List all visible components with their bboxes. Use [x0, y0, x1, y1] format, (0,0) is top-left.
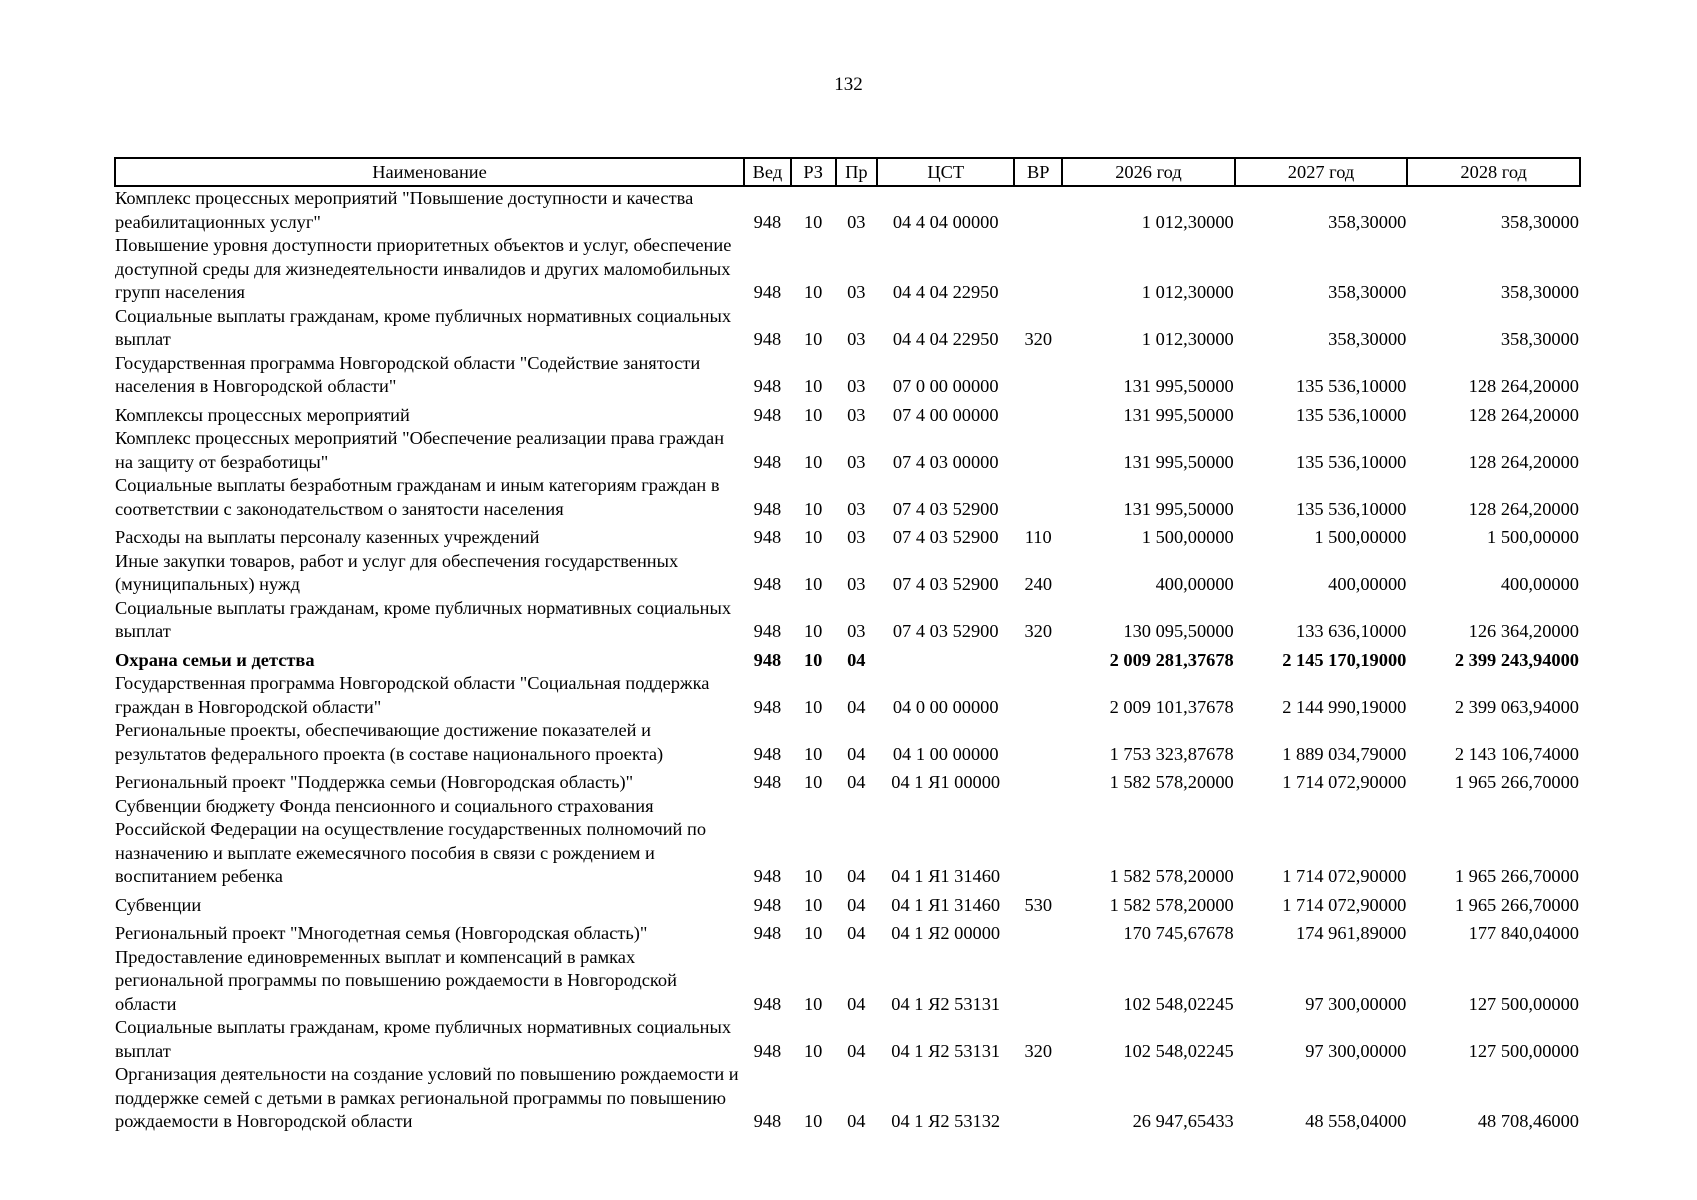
header-2026: 2026 год — [1062, 158, 1235, 186]
row-2027: 358,30000 — [1328, 329, 1407, 349]
row-2027: 135 536,10000 — [1296, 498, 1407, 519]
row-2027: 1 714 072,90000 — [1282, 894, 1407, 915]
row-rz: 10 — [803, 1040, 823, 1061]
row-vr: 320 — [1024, 329, 1053, 349]
row-2026: 400,00000 — [1155, 574, 1234, 594]
row-2026: 1 500,00000 — [1141, 527, 1234, 547]
row-rz: 10 — [803, 993, 823, 1014]
table-row — [115, 795, 1580, 889]
row-vr — [1014, 672, 1062, 719]
row-ved: 948 — [753, 649, 782, 670]
row-2028: 1 500,00000 — [1487, 527, 1579, 547]
row-pr: 04 — [847, 866, 866, 886]
row-rz: 10 — [803, 772, 823, 792]
row-cst: 04 1 Я1 31460 — [891, 866, 1001, 886]
row-2027: 133 636,10000 — [1296, 621, 1407, 641]
row-2027: 97 300,00000 — [1305, 1040, 1407, 1061]
row-2026: 131 995,50000 — [1123, 451, 1234, 472]
row-pr: 04 — [847, 1040, 866, 1061]
row-2026: 1 753 323,87678 — [1109, 743, 1234, 764]
row-rz: 10 — [803, 376, 823, 396]
row-2028: 1 965 266,70000 — [1454, 772, 1579, 792]
row-2028: 1 965 266,70000 — [1454, 866, 1579, 886]
header-rz: РЗ — [791, 158, 836, 186]
row-2028: 177 840,04000 — [1468, 923, 1579, 943]
row-vr — [1014, 474, 1062, 521]
table-row — [115, 521, 1580, 550]
row-ved: 948 — [753, 993, 782, 1014]
row-pr: 03 — [847, 404, 866, 425]
table-row — [115, 550, 1580, 597]
row-cst: 07 0 00 00000 — [892, 376, 999, 396]
row-vr: 320 — [1024, 1040, 1053, 1061]
row-ved: 948 — [753, 696, 782, 717]
row-pr: 04 — [847, 743, 866, 764]
row-cst: 04 4 04 22950 — [892, 329, 999, 349]
row-cst: 04 1 Я2 53132 — [891, 1111, 1001, 1131]
row-vr: 530 — [1024, 894, 1053, 915]
row-ved: 948 — [753, 498, 782, 519]
row-name: Субвенции — [115, 894, 202, 915]
row-ved: 948 — [753, 1111, 782, 1131]
table-body — [115, 186, 1580, 1134]
row-2027: 135 536,10000 — [1296, 404, 1407, 425]
row-pr: 04 — [847, 649, 866, 670]
row-vr: 110 — [1024, 527, 1052, 547]
row-name: Охрана семьи и детства — [115, 649, 315, 670]
row-vr — [1014, 766, 1062, 795]
row-2026: 102 548,02245 — [1123, 1040, 1234, 1061]
row-vr — [1014, 795, 1062, 889]
header-pr: Пр — [836, 158, 878, 186]
row-rz: 10 — [803, 621, 823, 641]
row-name: Региональные проекты, обеспечивающие достижение показателей и результатов федерального проекта (в составе национального проекта) — [115, 720, 664, 764]
row-2028: 1 965 266,70000 — [1454, 894, 1579, 915]
row-2026: 1 012,30000 — [1141, 282, 1234, 302]
row-rz: 10 — [803, 574, 823, 594]
row-2027: 1 500,00000 — [1314, 527, 1407, 547]
row-2028: 126 364,20000 — [1468, 621, 1579, 641]
row-cst: 07 4 00 00000 — [892, 404, 999, 425]
row-2028: 128 264,20000 — [1468, 498, 1579, 519]
header-cst: ЦСТ — [877, 158, 1014, 186]
row-2026: 131 995,50000 — [1123, 404, 1234, 425]
row-name: Субвенции бюджету Фонда пенсионного и социального страхования Российской Федерации на осуществление государственных полномочий по назначению и выплате ежемесячного пособия в связи с рождением и воспитанием ребенка — [115, 795, 707, 886]
row-ved: 948 — [753, 574, 782, 594]
row-pr: 03 — [847, 574, 866, 594]
row-pr: 03 — [847, 329, 866, 349]
row-2026: 2 009 101,37678 — [1109, 696, 1234, 717]
row-rz: 10 — [803, 743, 823, 764]
row-cst: 07 4 03 52900 — [892, 498, 999, 519]
row-ved: 948 — [753, 404, 782, 425]
row-vr — [1014, 186, 1062, 234]
row-rz: 10 — [803, 894, 823, 915]
row-2026: 2 009 281,37678 — [1109, 649, 1234, 670]
row-name: Региональный проект "Поддержка семьи (Новгородская область)" — [115, 772, 634, 792]
row-pr: 04 — [847, 923, 866, 943]
table-row — [115, 305, 1580, 352]
row-2028: 358,30000 — [1500, 329, 1579, 349]
row-cst: 04 1 Я2 53131 — [891, 993, 1001, 1014]
row-name: Комплексы процессных мероприятий — [115, 404, 410, 425]
row-rz: 10 — [803, 696, 823, 717]
row-2026: 102 548,02245 — [1123, 993, 1234, 1014]
table-row — [115, 946, 1580, 1017]
row-name: Комплекс процессных мероприятий "Обеспечение реализации права граждан на защиту от безработицы" — [115, 428, 725, 472]
row-2028: 358,30000 — [1500, 211, 1579, 232]
row-vr — [1014, 352, 1062, 399]
row-ved: 948 — [753, 866, 782, 886]
row-pr: 03 — [847, 527, 866, 547]
row-2028: 2 399 063,94000 — [1454, 696, 1579, 717]
row-2026: 170 745,67678 — [1123, 923, 1234, 943]
row-2027: 1 714 072,90000 — [1282, 866, 1407, 886]
row-2027: 2 145 170,19000 — [1282, 649, 1407, 670]
row-rz: 10 — [803, 1111, 823, 1131]
table-row — [115, 597, 1580, 644]
row-cst: 07 4 03 52900 — [892, 621, 999, 641]
row-rz: 10 — [803, 866, 823, 886]
row-rz: 10 — [803, 498, 823, 519]
row-name: Государственная программа Новгородской области "Содействие занятости населения в Новгородской области" — [115, 352, 701, 396]
table-row — [115, 352, 1580, 399]
row-cst: 04 1 Я1 00000 — [891, 772, 1001, 792]
row-cst: 04 4 04 00000 — [892, 211, 999, 232]
row-name: Государственная программа Новгородской области "Социальная поддержка граждан в Новгородской области" — [115, 673, 710, 717]
table-row — [115, 1063, 1580, 1134]
row-pr: 04 — [847, 993, 866, 1014]
row-2027: 358,30000 — [1328, 282, 1407, 302]
row-pr: 03 — [847, 451, 866, 472]
row-2026: 26 947,65433 — [1132, 1111, 1234, 1131]
page-number: 132 — [834, 74, 863, 95]
row-rz: 10 — [803, 451, 823, 472]
table-row — [115, 766, 1580, 795]
row-pr: 04 — [847, 696, 866, 717]
table-row — [115, 719, 1580, 766]
row-cst — [877, 644, 1014, 673]
row-ved: 948 — [753, 282, 782, 302]
row-name: Иные закупки товаров, работ и услуг для обеспечения государственных (муниципальных) нужд — [115, 550, 679, 594]
row-rz: 10 — [803, 649, 823, 670]
row-ved: 948 — [753, 211, 782, 232]
row-ved: 948 — [753, 527, 782, 547]
row-pr: 04 — [847, 772, 866, 792]
row-2027: 135 536,10000 — [1296, 376, 1407, 396]
row-2028: 128 264,20000 — [1468, 404, 1579, 425]
row-2027: 1 714 072,90000 — [1282, 772, 1407, 792]
row-name: Социальные выплаты безработным гражданам и иным категориям граждан в соответствии с законодательством о занятости населения — [115, 475, 720, 519]
row-vr: 240 — [1024, 574, 1053, 594]
header-2028: 2028 год — [1407, 158, 1580, 186]
row-2028: 358,30000 — [1500, 282, 1579, 302]
row-vr — [1014, 1063, 1062, 1134]
row-2028: 128 264,20000 — [1468, 376, 1579, 396]
row-ved: 948 — [753, 621, 782, 641]
row-2027: 400,00000 — [1328, 574, 1407, 594]
row-pr: 03 — [847, 211, 866, 232]
row-name: Повышение уровня доступности приоритетных объектов и услуг, обеспечение доступной среды для жизнедеятельности инвалидов и других маломобильных групп населения — [115, 235, 732, 302]
row-name: Социальные выплаты гражданам, кроме публичных нормативных социальных выплат — [115, 1017, 732, 1061]
row-vr — [1014, 917, 1062, 946]
header-name: Наименование — [115, 158, 744, 186]
row-2028: 127 500,00000 — [1468, 1040, 1579, 1061]
table-row — [115, 644, 1580, 673]
row-name: Комплекс процессных мероприятий "Повышение доступности и качества реабилитационных услуг" — [115, 188, 694, 232]
row-cst: 04 1 Я1 31460 — [891, 894, 1001, 915]
row-rz: 10 — [803, 923, 823, 943]
row-name: Региональный проект "Многодетная семья (Новгородская область)" — [115, 923, 648, 943]
row-2026: 1 582 578,20000 — [1109, 866, 1234, 886]
row-2026: 130 095,50000 — [1123, 621, 1234, 641]
row-name: Социальные выплаты гражданам, кроме публичных нормативных социальных выплат — [115, 305, 732, 349]
row-name: Организация деятельности на создание условий по повышению рождаемости и поддержке семей с детьми в рамках региональной программы по повышению рождаемости в Новгородской области — [115, 1064, 739, 1131]
row-2027: 135 536,10000 — [1296, 451, 1407, 472]
table-header — [115, 158, 1580, 186]
row-name: Социальные выплаты гражданам, кроме публичных нормативных социальных выплат — [115, 597, 732, 641]
row-2027: 97 300,00000 — [1305, 993, 1407, 1014]
row-pr: 04 — [847, 1111, 866, 1131]
table-row — [115, 672, 1580, 719]
budget-table — [114, 157, 1581, 1134]
row-pr: 04 — [847, 894, 866, 915]
row-rz: 10 — [803, 527, 823, 547]
row-cst: 07 4 03 52900 — [892, 527, 999, 547]
row-rz: 10 — [803, 329, 823, 349]
row-2027: 174 961,89000 — [1296, 923, 1407, 943]
row-ved: 948 — [753, 376, 782, 396]
row-cst: 07 4 03 00000 — [892, 451, 999, 472]
table-row — [115, 186, 1580, 234]
table-row — [115, 399, 1580, 428]
header-2027: 2027 год — [1235, 158, 1408, 186]
row-ved: 948 — [753, 329, 782, 349]
row-vr: 320 — [1024, 621, 1053, 641]
row-2026: 1 582 578,20000 — [1109, 772, 1234, 792]
table-row — [115, 889, 1580, 918]
row-2027: 48 558,04000 — [1305, 1111, 1407, 1131]
table-row — [115, 234, 1580, 305]
row-vr — [1014, 644, 1062, 673]
row-vr — [1014, 719, 1062, 766]
row-vr — [1014, 427, 1062, 474]
row-cst: 07 4 03 52900 — [892, 574, 999, 594]
row-2028: 48 708,46000 — [1477, 1111, 1579, 1131]
row-2027: 358,30000 — [1328, 211, 1407, 232]
table-row — [115, 427, 1580, 474]
row-vr — [1014, 234, 1062, 305]
row-2028: 2 399 243,94000 — [1454, 649, 1579, 670]
row-2028: 128 264,20000 — [1468, 451, 1579, 472]
header-vr: ВР — [1014, 158, 1062, 186]
table-row — [115, 917, 1580, 946]
row-cst: 04 4 04 22950 — [892, 282, 999, 302]
row-ved: 948 — [753, 1040, 782, 1061]
row-2026: 131 995,50000 — [1123, 376, 1234, 396]
row-2026: 131 995,50000 — [1123, 498, 1234, 519]
row-2028: 400,00000 — [1500, 574, 1579, 594]
row-pr: 03 — [847, 621, 866, 641]
row-ved: 948 — [753, 451, 782, 472]
table-row — [115, 1016, 1580, 1063]
row-2028: 127 500,00000 — [1468, 993, 1579, 1014]
row-pr: 03 — [847, 498, 866, 519]
row-2026: 1 012,30000 — [1141, 211, 1234, 232]
row-cst: 04 1 00 00000 — [892, 743, 999, 764]
row-ved: 948 — [753, 772, 782, 792]
row-2026: 1 012,30000 — [1141, 329, 1234, 349]
row-vr — [1014, 399, 1062, 428]
row-ved: 948 — [753, 923, 782, 943]
row-pr: 03 — [847, 282, 866, 302]
row-2027: 2 144 990,19000 — [1282, 696, 1407, 717]
row-ved: 948 — [753, 743, 782, 764]
row-vr — [1014, 946, 1062, 1017]
row-rz: 10 — [803, 404, 823, 425]
header-ved: Вед — [744, 158, 791, 186]
row-2026: 1 582 578,20000 — [1109, 894, 1234, 915]
row-cst: 04 1 Я2 53131 — [891, 1040, 1001, 1061]
row-cst: 04 0 00 00000 — [892, 696, 999, 717]
row-2028: 2 143 106,74000 — [1454, 743, 1579, 764]
table-row — [115, 474, 1580, 521]
row-name: Расходы на выплаты персоналу казенных учреждений — [115, 527, 540, 547]
row-2027: 1 889 034,79000 — [1282, 743, 1407, 764]
row-rz: 10 — [803, 282, 823, 302]
row-name: Предоставление единовременных выплат и компенсаций в рамках региональной программы по повышению рождаемости в Новгородской области — [115, 946, 677, 1014]
row-cst: 04 1 Я2 00000 — [891, 923, 1001, 943]
row-pr: 03 — [847, 376, 866, 396]
row-rz: 10 — [803, 211, 823, 232]
row-ved: 948 — [753, 894, 782, 915]
